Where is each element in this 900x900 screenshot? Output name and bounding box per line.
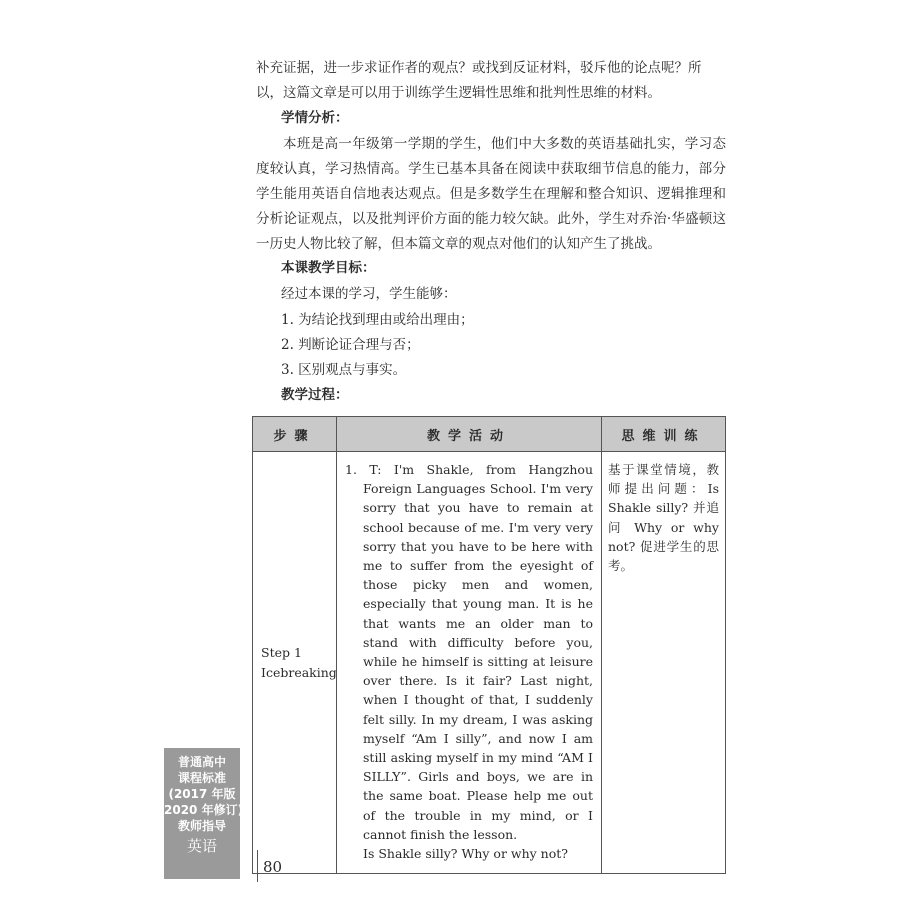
sidebar-line: 2020 年修订) — [164, 803, 244, 817]
process-table — [252, 416, 726, 874]
sidebar-line: (2017 年版 — [168, 787, 236, 801]
page-number: 80 — [263, 858, 283, 876]
activity-question: Is Shakle silly? Why or why not? — [363, 846, 568, 862]
intro-paragraph — [256, 56, 726, 106]
intro-line-1: 补充证据，进一步求证作者的观点？或找到反证材料，驳斥他的论点呢？所 — [256, 60, 702, 76]
table-header-row — [253, 417, 726, 452]
process-heading: 教学过程： — [281, 387, 349, 403]
sidebar-line: 普通高中 — [177, 755, 226, 769]
objective-item: 2. 判断论证合理与否； — [281, 337, 420, 353]
thinking-cell — [602, 452, 726, 874]
table-row — [253, 452, 726, 874]
objective-item: 1. 为结论找到理由或给出理由； — [281, 312, 474, 328]
step-cell — [253, 452, 337, 874]
sidebar-line: 教师指导 — [177, 819, 226, 833]
situation-paragraph: 本班是高一年级第一学期的学生，他们中大多数的英语基础扎实，学习态度较认真，学习热情高。学生已基本具备在阅读中获取细节信息的能力，部分学生能用英语自信地表达观点。但是多数学生在理解和整合知识、逻辑推理和分析论证观点，以及批判评价方面的能力较欠缺。此外，学生对乔治·华盛顿这一历史人物比较了解，但本篇文章的观点对他们的认知产生了挑战。 — [256, 136, 726, 252]
step-number: Step 1 — [261, 644, 302, 660]
objective-item: 3. 区别观点与事实。 — [281, 362, 407, 378]
header-activity: 教学活动 — [337, 417, 602, 452]
book-sidebar-label — [164, 748, 244, 879]
activity-text: 1. T: I'm Shakle, from Hangzhou Foreign Languages School. I'm very sorry that you have to remain at school because of me. I'm very very sorry that you have to be here with me to suffer from the eyesight of those picky men and women, especially that young man. It is he that wants me an older man to stand with difficulty before you, while he himself is sitting at leisure over there. Is it fair? Last night, when I thought of that, I suddenly felt silly. In my dream, I was asking myself “Am I silly”, and now I am still asking myself in my mind “AM I SILLY”. Girls and boys, we are in the same boat. Please help me out of the trouble in my mind, or I cannot finish the lesson. — [345, 462, 593, 842]
page-number-divider — [257, 850, 258, 882]
sidebar-subject: 英语 — [186, 837, 217, 855]
activity-cell — [337, 452, 602, 874]
thinking-text: 基于课堂情境，教师提出问题：Is Shakle silly? 并追问 Why or why not? 促进学生的思考。 — [608, 462, 719, 574]
objectives-heading: 本课教学目标： — [281, 260, 376, 276]
header-thinking: 思维训练 — [602, 417, 726, 452]
situation-heading: 学情分析： — [281, 110, 349, 126]
step-name: Icebreaking — [261, 664, 337, 680]
sidebar-line: 课程标准 — [177, 771, 226, 785]
objectives-intro: 经过本课的学习，学生能够： — [281, 286, 457, 302]
header-step: 步骤 — [253, 417, 337, 452]
intro-line-2: 以，这篇文章是可以用于训练学生逻辑性思维和批判性思维的材料。 — [256, 85, 661, 101]
